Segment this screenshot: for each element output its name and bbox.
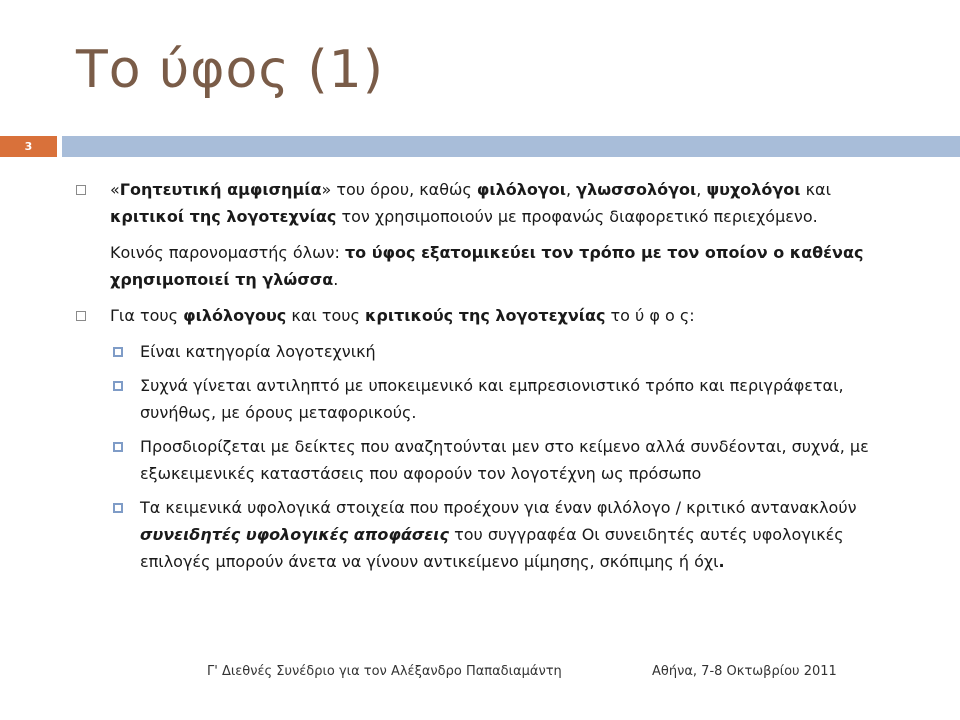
bullet-text-bold: κριτικούς της λογοτεχνίας bbox=[365, 306, 606, 325]
slide-title: Το ύφος (1) bbox=[76, 40, 385, 100]
slide-number-badge: 3 bbox=[0, 136, 57, 157]
bullet-text-bold: κριτικοί της λογοτεχνίας bbox=[110, 207, 337, 226]
hollow-square-icon bbox=[76, 311, 86, 321]
bullet-1-paragraph bbox=[76, 239, 896, 293]
blue-square-icon bbox=[113, 381, 123, 391]
para-text: Κοινός παρονομαστής όλων: bbox=[110, 243, 345, 262]
bullet-text-bold: φιλόλογους bbox=[183, 306, 287, 325]
bullet-text: « bbox=[110, 180, 120, 199]
bullet-text-bold: ψυχολόγοι bbox=[706, 180, 801, 199]
blue-square-icon bbox=[113, 503, 123, 513]
sub-bullet-4 bbox=[76, 494, 896, 575]
bullet-text-bold: φιλόλογοι bbox=[476, 180, 566, 199]
para-text: . bbox=[333, 270, 339, 289]
slide-content bbox=[76, 176, 896, 582]
bullet-text: και bbox=[800, 180, 831, 199]
bullet-text: , bbox=[566, 180, 577, 199]
sub-bullet-text: Είναι κατηγορία λογοτεχνική bbox=[140, 342, 376, 361]
para-text-bold: το ύφος εξατομικεύει τον τρόπο με τον οποίον ο καθένας χρησιμοποιεί τη γλώσσα bbox=[110, 243, 864, 289]
bullet-text: τον χρησιμοποιούν με προφανώς διαφορετικό περιεχόμενο. bbox=[336, 207, 818, 226]
bullet-2 bbox=[76, 302, 896, 329]
bullet-text-bold: γλωσσολόγοι bbox=[576, 180, 697, 199]
sub-bullet-1 bbox=[76, 338, 896, 365]
bullet-text: , bbox=[696, 180, 707, 199]
bullet-text: » του όρου, καθώς bbox=[321, 180, 477, 199]
sub-bullet-text: Τα κειμενικά υφολογικά στοιχεία που προέχουν για έναν φιλόλογο / κριτικό αντανακλούν bbox=[140, 498, 857, 517]
blue-square-icon bbox=[113, 347, 123, 357]
bullet-text: το ύ φ ο ς: bbox=[605, 306, 695, 325]
header-rule bbox=[62, 136, 960, 157]
bullet-text-bold: Γοητευτική αμφισημία bbox=[119, 180, 322, 199]
sub-bullet-2 bbox=[76, 372, 896, 426]
sub-bullet-text-bold: . bbox=[718, 552, 725, 571]
bullet-text: και τους bbox=[286, 306, 366, 325]
blue-square-icon bbox=[113, 442, 123, 452]
sub-bullet-text: Συχνά γίνεται αντιληπτό με υποκειμενικό και εμπρεσιονιστικό τρόπο και περιγράφεται, συνήθως, με όρους μεταφορικούς. bbox=[140, 376, 844, 422]
footer-place-date: Αθήνα, 7-8 Οκτωβρίου 2011 bbox=[652, 664, 837, 679]
footer-conference: Γ' Διεθνές Συνέδριο για τον Αλέξανδρο Παπαδιαμάντη bbox=[207, 664, 562, 679]
sub-bullet-text: Προσδιορίζεται με δείκτες που αναζητούνται μεν στο κείμενο αλλά συνδέονται, συχνά, με εξωκειμενικές καταστάσεις που αφορούν τον λογοτέχνη ως πρόσωπο bbox=[140, 437, 869, 483]
sub-bullet-text: του συγγραφέα Οι συνειδητές αυτές υφολογικές επιλογές μπορούν άνετα να γίνουν αντικείμενο μίμησης, σκόπιμης ή όχι bbox=[140, 525, 844, 571]
slide-footer bbox=[0, 664, 960, 686]
hollow-square-icon bbox=[76, 185, 86, 195]
bullet-text: Για τους bbox=[110, 306, 184, 325]
bullet-1 bbox=[76, 176, 896, 230]
sub-bullet-3 bbox=[76, 433, 896, 487]
sub-bullet-text-emphasis: συνειδητές υφολογικές αποφάσεις bbox=[140, 525, 449, 544]
